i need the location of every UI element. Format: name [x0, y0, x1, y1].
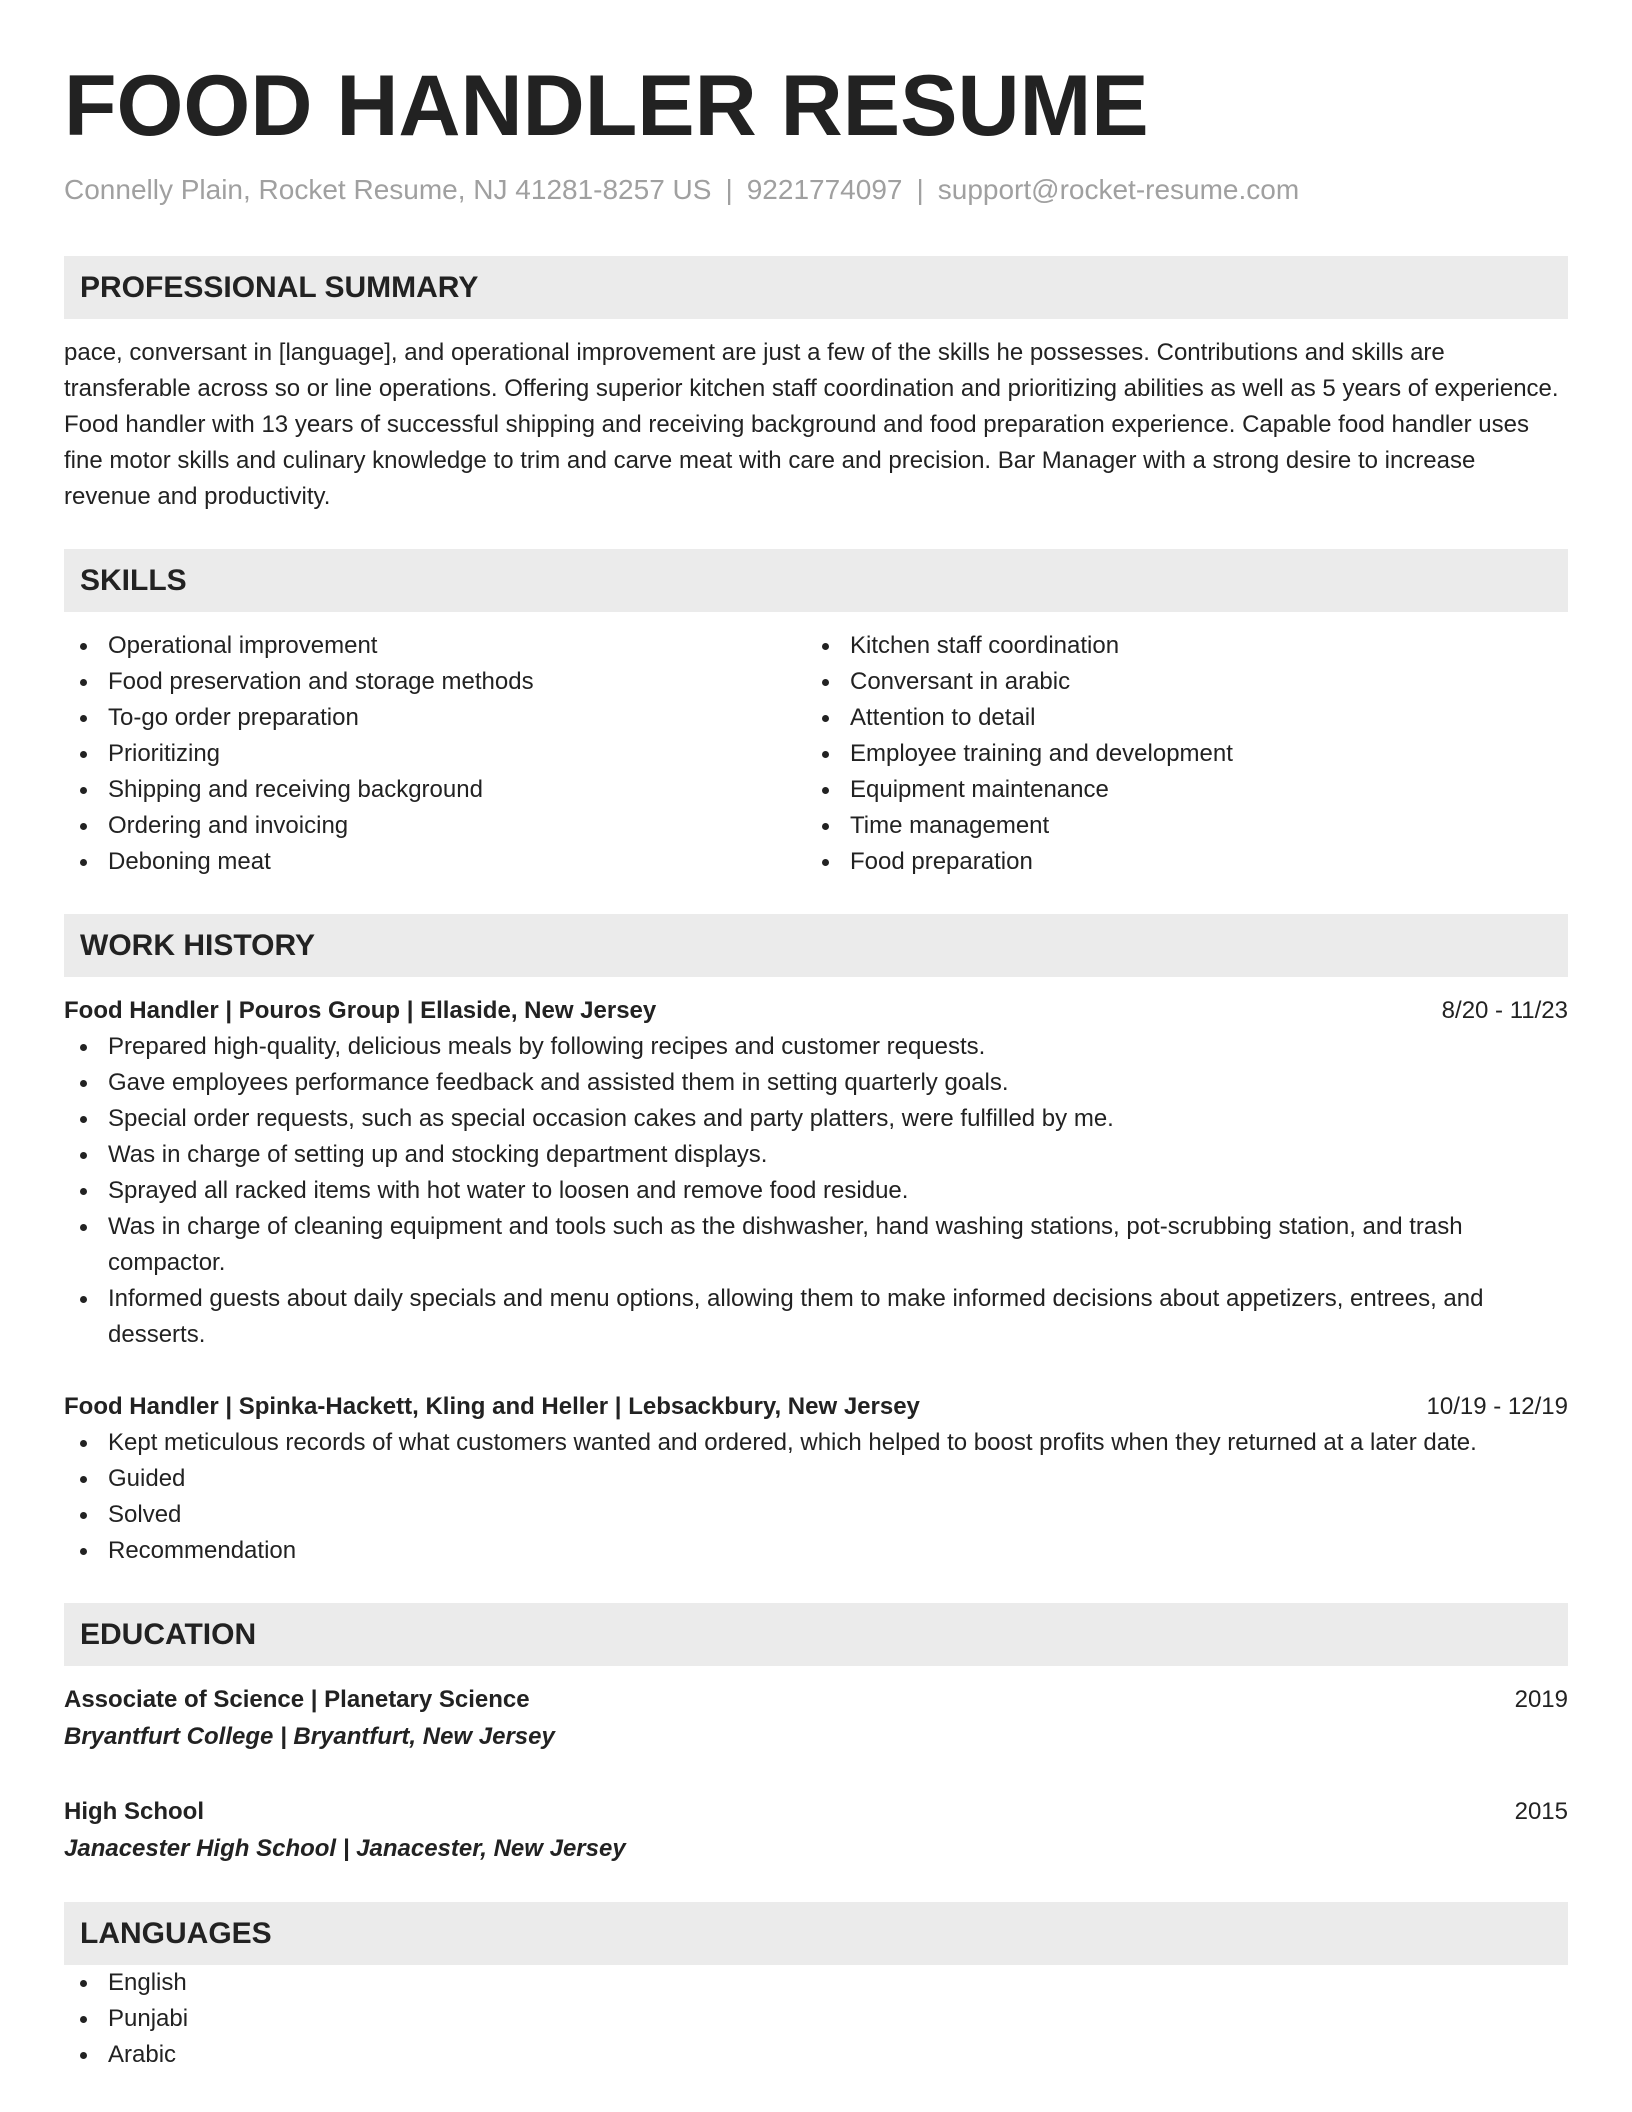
skill-item: Kitchen staff coordination [806, 628, 1548, 664]
job-bullet: Was in charge of cleaning equipment and tools such as the dishwasher, hand washing stations, pot-scrubbing station, and trash compactor. [64, 1209, 1568, 1281]
skill-item: Deboning meat [64, 844, 806, 880]
education-entry-header [64, 1794, 1568, 1830]
job-bullet: Recommendation [64, 1533, 1568, 1569]
skill-item: Shipping and receiving background [64, 772, 806, 808]
language-item: Arabic [64, 2037, 1568, 2073]
job-bullets [64, 1425, 1568, 1569]
job-bullet: Prepared high-quality, delicious meals by following recipes and customer requests. [64, 1029, 1568, 1065]
skills-heading: SKILLS [64, 549, 1568, 612]
job-header [64, 993, 1568, 1029]
graduation-year: 2019 [1514, 1686, 1568, 1713]
job-title: Food Handler | Pouros Group | Ellaside, New Jersey [64, 997, 657, 1024]
skill-item: Time management [806, 808, 1548, 844]
job-bullet: Sprayed all racked items with hot water to loosen and remove food residue. [64, 1173, 1568, 1209]
job-dates: 10/19 - 12/19 [1426, 1393, 1568, 1420]
summary-text: pace, conversant in [language], and operational improvement are just a few of the skills he possesses. Contributions and skills are transferable across so or line operations. Offering superior kitchen staff coordination and prioritizing abilities as well as 5 years of experience. Food handler with 13 years of successful shipping and receiving background and food preparation experience. Capable food handler uses fine motor skills and culinary knowledge to trim and carve meat with care and precision. Bar Manager with a strong desire to increase revenue and productivity. [64, 339, 1559, 510]
resume-page [64, 56, 1568, 2073]
job-header [64, 1389, 1568, 1425]
job-bullet: Solved [64, 1497, 1568, 1533]
skill-item: Food preservation and storage methods [64, 664, 806, 700]
job-bullets [64, 1029, 1568, 1353]
contact-separator: | [916, 174, 924, 205]
language-item: Punjabi [64, 2001, 1568, 2037]
job-bullet: Informed guests about daily specials and menu options, allowing them to make informed decisions about appetizers, entrees, and desserts. [64, 1281, 1568, 1353]
skill-item: Equipment maintenance [806, 772, 1548, 808]
summary-heading: PROFESSIONAL SUMMARY [64, 256, 1568, 319]
job-title: Food Handler | Spinka-Hackett, Kling and Heller | Lebsackbury, New Jersey [64, 1393, 920, 1420]
resume-title: FOOD HANDLER RESUME [64, 58, 1149, 154]
contact-line [64, 172, 1568, 208]
degree: High School [64, 1798, 204, 1825]
contact-separator: | [725, 174, 733, 205]
skills-grid [64, 628, 1568, 880]
education-heading: EDUCATION [64, 1603, 1568, 1666]
job-bullet: Guided [64, 1461, 1568, 1497]
contact-email: support@rocket-resume.com [937, 174, 1300, 205]
job-bullet: Kept meticulous records of what customers wanted and ordered, which helped to boost profits when they returned at a later date. [64, 1425, 1568, 1461]
graduation-year: 2015 [1514, 1798, 1568, 1825]
degree: Associate of Science | Planetary Science [64, 1686, 530, 1713]
skills-left-column [64, 628, 806, 880]
skill-item: To-go order preparation [64, 700, 806, 736]
skill-item: Operational improvement [64, 628, 806, 664]
skill-item: Employee training and development [806, 736, 1548, 772]
skills-right-column [806, 628, 1548, 880]
skill-item: Prioritizing [64, 736, 806, 772]
skill-item: Ordering and invoicing [64, 808, 806, 844]
school-name: Janacester High School | Janacester, New Jersey [64, 1835, 626, 1862]
contact-phone: 9221774097 [746, 174, 903, 205]
job-bullet: Gave employees performance feedback and assisted them in setting quarterly goals. [64, 1065, 1568, 1101]
education-entry-header [64, 1682, 1568, 1718]
languages-list [64, 1965, 1568, 2073]
contact-address: Connelly Plain, Rocket Resume, NJ 41281-8257 US [64, 174, 712, 205]
skill-item: Attention to detail [806, 700, 1548, 736]
job-bullet: Was in charge of setting up and stocking department displays. [64, 1137, 1568, 1173]
school-name: Bryantfurt College | Bryantfurt, New Jersey [64, 1723, 555, 1750]
job-bullet: Special order requests, such as special occasion cakes and party platters, were fulfilled by me. [64, 1101, 1568, 1137]
language-item: English [64, 1965, 1568, 2001]
languages-heading: LANGUAGES [64, 1902, 1568, 1965]
skill-item: Food preparation [806, 844, 1548, 880]
work-history-heading: WORK HISTORY [64, 914, 1568, 977]
skill-item: Conversant in arabic [806, 664, 1548, 700]
job-dates: 8/20 - 11/23 [1441, 997, 1568, 1024]
